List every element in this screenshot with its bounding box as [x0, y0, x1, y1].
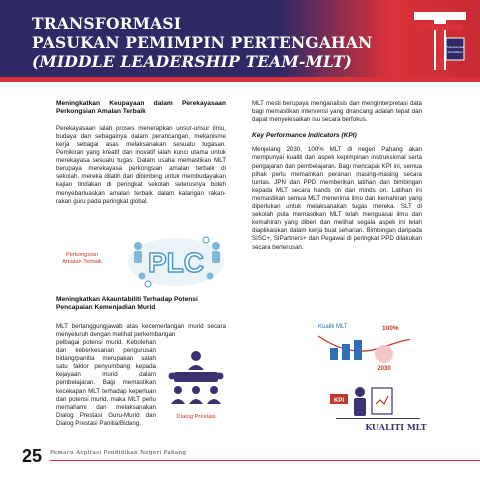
title-line-1: TRANSFORMASI: [32, 14, 182, 33]
kpi-badge: KPI: [333, 398, 345, 404]
page-number: 25: [22, 446, 43, 466]
paragraph-kpi: Menjelang 2030, 100% MLT di negeri Pahang akan mempunyai kualiti dari aspek kepimpinan instruksional serta pengajaran dan pembelajaran. Bagi mencapai KPI ini, semua pihak perlu memainkan peranan masing-masing secara tuntas. JPN dan PPD memberikan latihan dan bimbingan kepada MLT secara hands on dan minds on. Latihan ini memastikan semua MLT menerima ilmu dan kemahiran yang diperlukan untuk melaksanakan tugas mereka. SLT di sekolah pula memastikan MLT telah menguasai ilmu dan kemahiran yang diberi dan melihat segala aspek ini telah diaplikasikan dalam kerja buat seharian. Bimbingan daripada SISC+, SIPartners+ dan Pegawai di peringkat PPD dilakukan secara berterusan.: [252, 146, 422, 251]
section-heading-1: Meningkatkan Keupayaan dalam Perekayasaan Perkongsian Amalan Terbaik: [56, 100, 226, 116]
paragraph-analisis-data: MLT mesti berupaya menganalisis dan menginterpretasi data bagi memastikan intervensi yang dirancang adalah tepat dan dapat menyelesaikan isu secara berfokus.: [252, 100, 422, 124]
section-heading-kpi: Key Performance Indicators (KPI): [252, 132, 357, 140]
dialog-prestasi-icon: [166, 348, 226, 408]
paragraph-perekayasaan: Perekayasaan ialah proses menerapkan unsur-unsur ilmu, budaya dan sebagainya dalam perancangan, mekanisme kerja sebagai asas melaksanakan sesuatu tugasan. Pemikiran yang kreatif dan inovatif ialah kunci utama untuk merekayasa sesuatu tugas. Dalam usaha memastikan MLT berupaya merekayasa perkongsian amalan terbaik di sekolah, mereka dilatih dan dibimbing untuk membudayakan kajian tindakan di peringkat sekolah seterusnya boleh menyebarluaskan amalan terbaik dalam kalangan rakan-rakan guru pada peringkat global.: [56, 124, 226, 205]
book-title: Pemacu Aspirasi Pendidikan Negeri Pahang: [50, 450, 187, 456]
plc-text: PLC: [148, 247, 204, 278]
page-footer: [22, 446, 462, 466]
header-banner: [0, 0, 480, 82]
footer-divider: [50, 460, 480, 461]
section-heading-2: Meningkatkan Akauntabiliti Terhadap Potensi Pencapaian Kemenjadian Murid: [56, 296, 198, 312]
paragraph-akauntabiliti-intro: MLT bertanggungjawab atas kecemerlangan murid secara menyeluruh dengan melihat perkembangan: [56, 322, 226, 338]
title-line-2: PASUKAN PEMIMPIN PERTENGAHAN: [32, 33, 373, 52]
title-line-3: (MIDDLE LEADERSHIP TEAM-MLT): [32, 52, 352, 71]
kpi-year: 2030: [377, 366, 391, 372]
svg-text:Pendidikan: Pendidikan: [447, 50, 463, 54]
plc-caption: Perkongsian Amalan Terbaik: [62, 252, 102, 265]
kpi-bottom-label: KUALITI MLT: [365, 422, 427, 432]
kpi-infographic-icon: [300, 318, 430, 440]
left-column: [56, 100, 226, 214]
svg-text:Transformasi: Transformasi: [446, 45, 464, 49]
kpi-percent: 100%: [382, 325, 399, 332]
banner-underline: [0, 77, 480, 82]
kpi-label: Kualiti MLT: [318, 324, 348, 330]
page-title: [32, 14, 373, 71]
meeting-caption: Dialog Prestasi: [176, 414, 216, 420]
paragraph-akauntabiliti-body: pelbagai potensi murid. Kebolehan dan keberkesanan pengurusan bidang/panitia merupakan salah satu faktor penyumbang kepada kejayaan murid dalam pembelajaran. Bagi memastikan kecekapan MLT terhadap keperluan dan potensi murid, maka MLT perlu memahami dan melaksanakan Dialog Prestasi Guru-Murid dan Dialog Prestasi Panitia/Bidang.: [56, 339, 156, 427]
right-column: [252, 100, 422, 260]
transformasi-logo-icon: [412, 8, 468, 74]
